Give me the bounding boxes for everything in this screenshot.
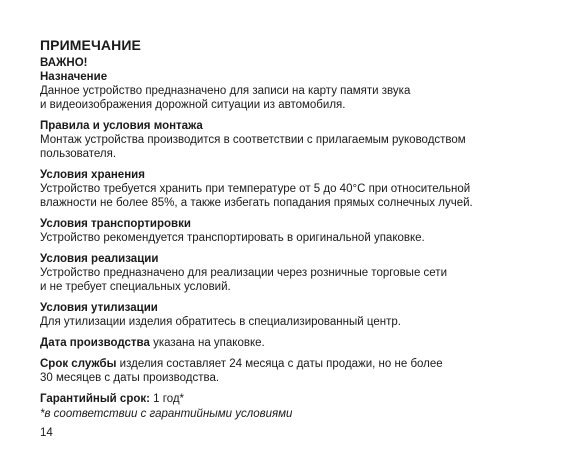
purpose-text (40, 84, 545, 112)
warranty-value: 1 год* (149, 393, 185, 405)
disposal-line: Для утилизации изделия обратитесь в специализированный центр. (40, 316, 401, 328)
transport-line: Устройство рекомендуется транспортировать в оригинальной упаковке. (40, 232, 425, 244)
transport-heading: Условия транспортировки (40, 218, 191, 230)
section-sale (40, 252, 545, 294)
page-title: ПРИМЕЧАНИЕ (40, 37, 141, 53)
warranty-line (40, 392, 545, 406)
installation-heading: Правила и условия монтажа (40, 120, 203, 132)
page-number: 14 (40, 427, 53, 439)
section-storage (40, 168, 545, 210)
production-date-line (40, 336, 545, 350)
storage-line: влажности не более 85%, а также избегать попадания прямых солнечных лучей. (40, 197, 473, 209)
sale-heading: Условия реализации (40, 253, 159, 265)
section-disposal (40, 301, 545, 329)
transport-text (40, 231, 545, 245)
storage-text (40, 182, 545, 210)
storage-heading: Условия хранения (40, 169, 145, 181)
production-date-value: указана на упаковке. (149, 337, 265, 349)
purpose-heading: Назначение (40, 71, 108, 83)
section-production-date (40, 336, 545, 350)
production-date-text (40, 336, 545, 350)
section-purpose (40, 70, 545, 112)
warranty-footnote: *в соответствии с гарантийными условиями (40, 408, 293, 420)
warranty-text (40, 392, 545, 406)
service-life-line (40, 357, 545, 371)
section-service-life (40, 357, 545, 385)
important-label: ВАЖНО! (40, 57, 88, 69)
purpose-line: Данное устройство предназначено для записи на карту памяти звука (40, 85, 411, 97)
sale-text (40, 266, 545, 294)
sale-line: Устройство предназначено для реализации через розничные торговые сети (40, 267, 447, 279)
service-life-line: 30 месяцев с даты производства. (40, 372, 220, 384)
disposal-heading: Условия утилизации (40, 302, 158, 314)
service-life-label: Срок службы (40, 358, 117, 370)
note-page (40, 36, 545, 421)
disposal-text (40, 315, 545, 329)
purpose-line: и видеоизображения дорожной ситуации из автомобиля. (40, 99, 346, 111)
service-life-text (40, 357, 545, 385)
section-warranty (40, 392, 545, 421)
warranty-label: Гарантийный срок: (40, 393, 150, 405)
installation-line: пользователя. (40, 148, 117, 160)
section-transport (40, 217, 545, 245)
installation-line: Монтаж устройства производится в соответствии с прилагаемым руководством (40, 134, 466, 146)
service-life-rest: изделия составляет 24 месяца с даты продажи, но не более (116, 358, 443, 370)
section-installation (40, 119, 545, 161)
installation-text (40, 133, 545, 161)
sale-line: и не требует специальных условий. (40, 281, 231, 293)
production-date-label: Дата производства (40, 337, 150, 349)
storage-line: Устройство требуется хранить при температуре от 5 до 40°С при относительной (40, 183, 471, 195)
